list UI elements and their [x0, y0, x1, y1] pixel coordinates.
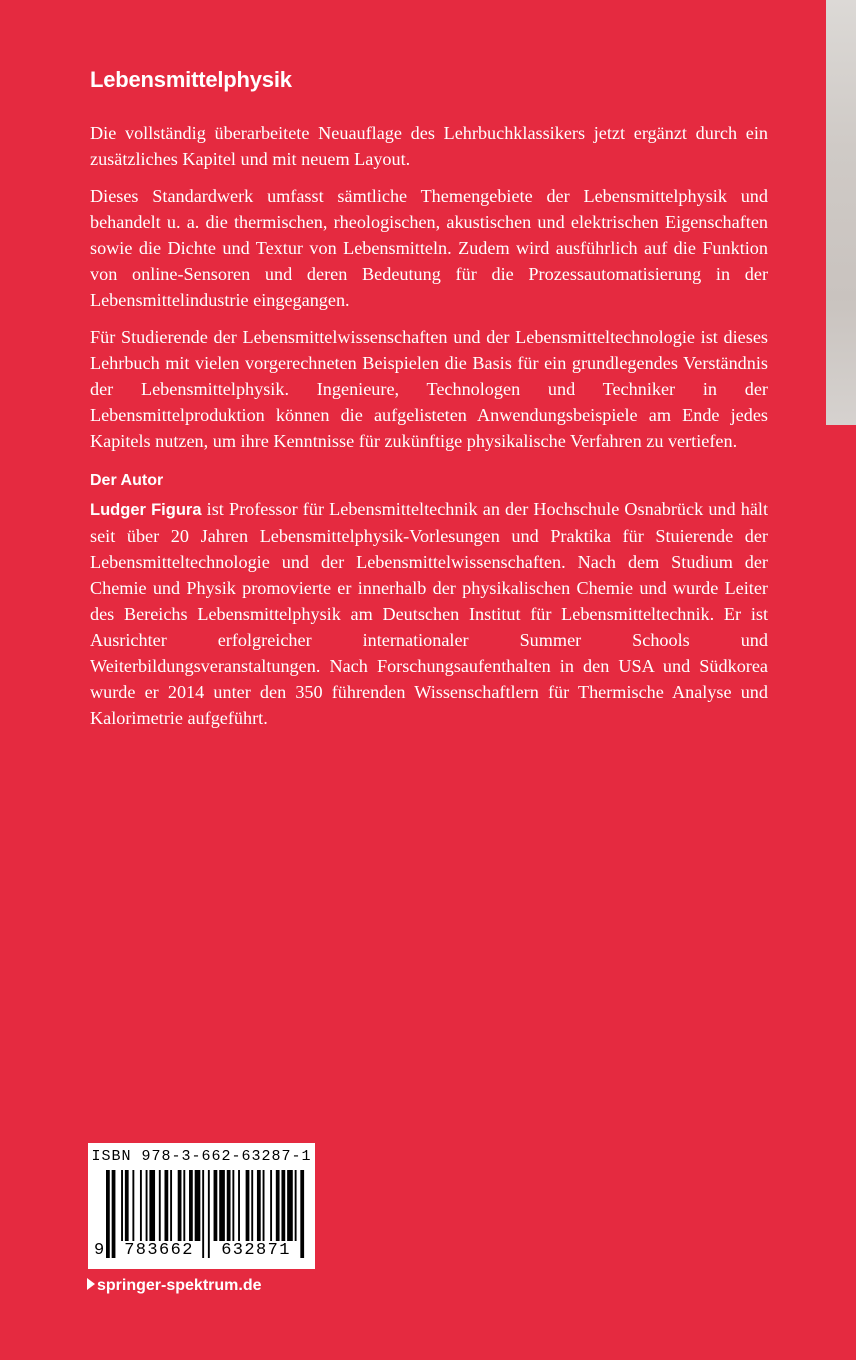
- barcode-bar: [227, 1170, 231, 1242]
- author-heading: Der Autor: [90, 472, 164, 489]
- barcode-bar: [276, 1170, 280, 1242]
- barcode-bar: [140, 1170, 142, 1242]
- barcode-bar: [232, 1170, 234, 1242]
- barcode-bar: [246, 1170, 250, 1242]
- barcode-bar: [281, 1170, 285, 1242]
- barcode-bar: [195, 1170, 201, 1242]
- barcode-digits-right: 632871: [212, 1241, 300, 1260]
- barcode-digits: [88, 1241, 315, 1265]
- author-bio-text: ist Professor für Lebensmitteltechnik an der Hochschule Osnabrück und hält seit über 20 Jahren Lebensmittelphysik-Vorlesungen und Praktika für Stuierende der Lebensmitteltechnologie und der Lebensmittelwissenschaften. Nach dem Studium der Chemie und Physik promovierte er innerhalb der physikalischen Chemie und wurde Leiter des Bereichs Lebensmittelphysik am Deutschen Institut für Lebensmitteltechnik. Er ist Ausrichter erfolgreicher internationaler Summer Schools und Weiterbildungsveranstaltungen. Nach Forschungsaufenthalten in den USA und Südkorea wurde er 2014 unter den 350 führenden Wissenschaftlern für Thermische Analyse und Kalorimetrie aufgeführt.: [90, 499, 769, 728]
- blurb-paragraph-1: Die vollständig überarbeitete Neuauflage des Lehrbuchklassikers jetzt ergänzt durch ein zusätzliches Kapitel und mit neuem Layout.: [90, 123, 768, 169]
- back-cover-text: [90, 66, 768, 742]
- barcode-bar: [132, 1170, 134, 1242]
- barcode-bar: [159, 1170, 161, 1242]
- author-bio: [90, 496, 768, 731]
- barcode-bar: [238, 1170, 240, 1242]
- barcode-bar: [251, 1170, 253, 1242]
- barcode-bar: [146, 1170, 148, 1242]
- barcode-bar: [183, 1170, 185, 1242]
- cover-photo-edge: [826, 0, 856, 425]
- blurb-paragraph-2: Dieses Standardwerk umfasst sämtliche Themengebiete der Lebensmittelphysik und behandelt u. a. die thermischen, rheologischen, akustischen und elektrischen Eigenschaften sowie die Dichte und Textur von Lebensmitteln. Zudem wird ausführlich auf die Funktion von online-Sensoren und deren Bedeutung für die Prozessautomatisierung in der Lebensmittelindustrie eingegangen.: [90, 186, 768, 310]
- barcode-bar: [219, 1170, 225, 1242]
- isbn-barcode: [88, 1143, 315, 1269]
- barcode-digit-first: 9: [94, 1241, 105, 1260]
- barcode-bar: [125, 1170, 129, 1242]
- barcode-bar: [170, 1170, 172, 1242]
- barcode-bar: [263, 1170, 265, 1242]
- blurb-paragraph-3: Für Studierende der Lebensmittelwissenschaften und der Lebensmitteltechnologie ist dieses Lehrbuch mit vielen vorgerechneten Beispielen die Basis für ein grundlegendes Verständnis der Lebensmittelphysik. Ingenieure, Technologen und Techniker in der Lebensmittelproduktion können die aufgelisteten Anwendungsbeispiele am Ende jedes Kapitels nutzen, um ihre Kenntnisse für zukünftige physikalische Verfahren zu vertiefen.: [90, 327, 768, 451]
- barcode-digits-left: 783662: [116, 1241, 202, 1260]
- publisher-website-text: springer-spektrum.de: [97, 1277, 262, 1294]
- book-title: Lebensmittelphysik: [90, 67, 292, 92]
- triangle-right-icon: [87, 1278, 95, 1290]
- barcode-bar: [189, 1170, 193, 1242]
- barcode-bar: [257, 1170, 261, 1242]
- barcode-bar: [270, 1170, 272, 1242]
- barcode-bar: [149, 1170, 155, 1242]
- publisher-website[interactable]: [87, 1276, 261, 1296]
- isbn-label: ISBN 978-3-662-63287-1: [91, 1148, 312, 1165]
- barcode-bar: [214, 1170, 218, 1242]
- barcode-bar: [164, 1170, 168, 1242]
- barcode-bar: [287, 1170, 293, 1242]
- author-name: Ludger Figura: [90, 501, 202, 519]
- barcode-bar: [121, 1170, 123, 1242]
- barcode-bar: [178, 1170, 182, 1242]
